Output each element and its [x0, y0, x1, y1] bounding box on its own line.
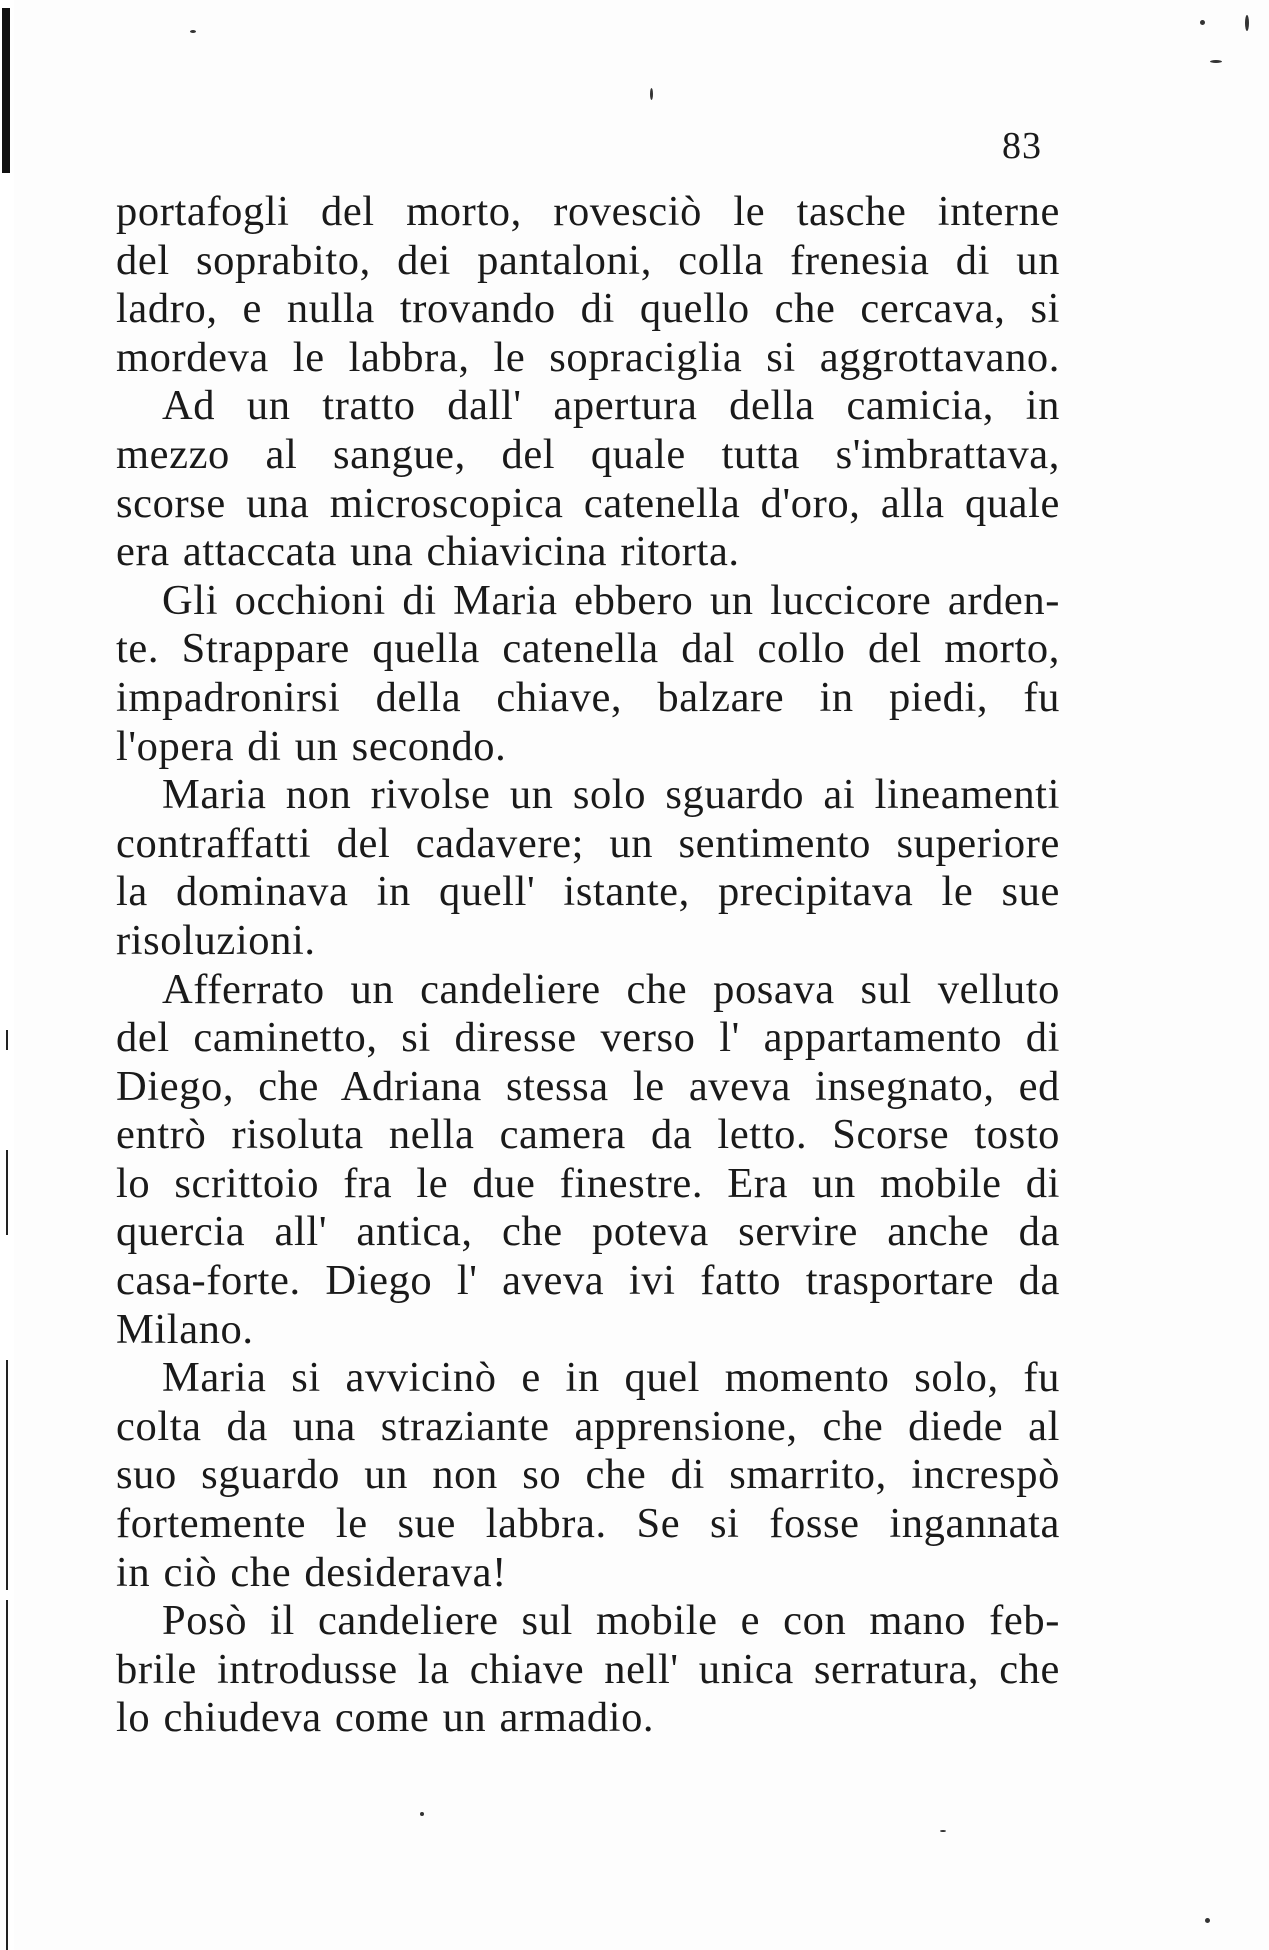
text-line: suo sguardo un non so che di smarrito, increspò	[116, 1451, 1060, 1499]
text-line: impadronirsi della chiave, balzare in piedi, fu	[116, 673, 1060, 721]
scan-speck	[1210, 60, 1222, 63]
text-line: mezzo al sangue, del quale tutta s'imbrattava,	[116, 430, 1060, 478]
text-line: del soprabito, dei pantaloni, colla frenesia di un	[116, 236, 1060, 284]
text-line: colta da una straziante apprensione, che diede al	[116, 1402, 1060, 1450]
page-number: 83	[1002, 125, 1042, 167]
text-line: portafogli del morto, rovesciò le tasche interne	[116, 188, 1060, 235]
text-line: contraffatti del cadavere; un sentimento superiore	[116, 819, 1060, 867]
scan-speck	[650, 88, 653, 100]
text-line: risoluzioni.	[116, 916, 316, 964]
text-line: del caminetto, si diresse verso l' appartamento di	[116, 1014, 1060, 1062]
text-line: era attaccata una chiavicina ritorta.	[116, 528, 740, 576]
text-line: mordeva le labbra, le sopraciglia si aggrottavano.	[116, 333, 1060, 381]
binding-mark	[6, 1030, 8, 1050]
scan-speck	[1205, 1918, 1210, 1923]
text-line: quercia all' antica, che poteva servire anche da	[116, 1208, 1060, 1256]
scan-speck	[940, 1830, 946, 1832]
text-line: lo chiudeva come un armadio.	[116, 1694, 655, 1742]
text-line: fortemente le sue labbra. Se si fosse ingannata	[116, 1500, 1060, 1548]
binding-shadow	[2, 8, 10, 173]
text-line: Maria si avvicinò e in quel momento solo, fu	[162, 1354, 1060, 1402]
text-line: casa-forte. Diego l' aveva ivi fatto trasportare da	[116, 1257, 1060, 1305]
text-line: Ad un tratto dall' apertura della camicia, in	[162, 382, 1060, 430]
binding-mark	[6, 1360, 8, 1590]
text-line: la dominava in quell' istante, precipitava le sue	[116, 868, 1060, 916]
text-line: in ciò che desiderava!	[116, 1548, 507, 1596]
text-line: entrò risoluta nella camera da letto. Scorse tosto	[116, 1111, 1060, 1159]
text-line: Posò il candeliere sul mobile e con mano feb-	[162, 1597, 1060, 1645]
body-text	[116, 188, 1060, 1743]
scan-speck	[420, 1812, 424, 1816]
text-line: Afferrato un candeliere che posava sul velluto	[162, 965, 1060, 1013]
text-line: Gli occhioni di Maria ebbero un luccicore arden-	[162, 576, 1060, 624]
text-line: Maria non rivolse un solo sguardo ai lineamenti	[162, 771, 1060, 819]
binding-edge	[0, 0, 14, 1950]
scan-speck	[1200, 20, 1205, 25]
binding-mark	[6, 1150, 8, 1235]
text-line: te. Strappare quella catenella dal collo del morto,	[116, 625, 1060, 673]
text-line: scorse una microscopica catenella d'oro, alla quale	[116, 479, 1060, 527]
binding-mark	[6, 1600, 8, 1950]
text-line: lo scrittoio fra le due finestre. Era un mobile di	[116, 1159, 1060, 1207]
scan-speck	[1245, 15, 1249, 31]
text-line: Diego, che Adriana stessa le aveva insegnato, ed	[116, 1062, 1060, 1110]
text-line: ladro, e nulla trovando di quello che cercava, si	[116, 285, 1060, 333]
text-line: l'opera di un secondo.	[116, 722, 507, 770]
scan-speck	[190, 30, 196, 33]
text-line: Milano.	[116, 1305, 254, 1353]
text-line: brile introdusse la chiave nell' unica serratura, che	[116, 1645, 1060, 1693]
